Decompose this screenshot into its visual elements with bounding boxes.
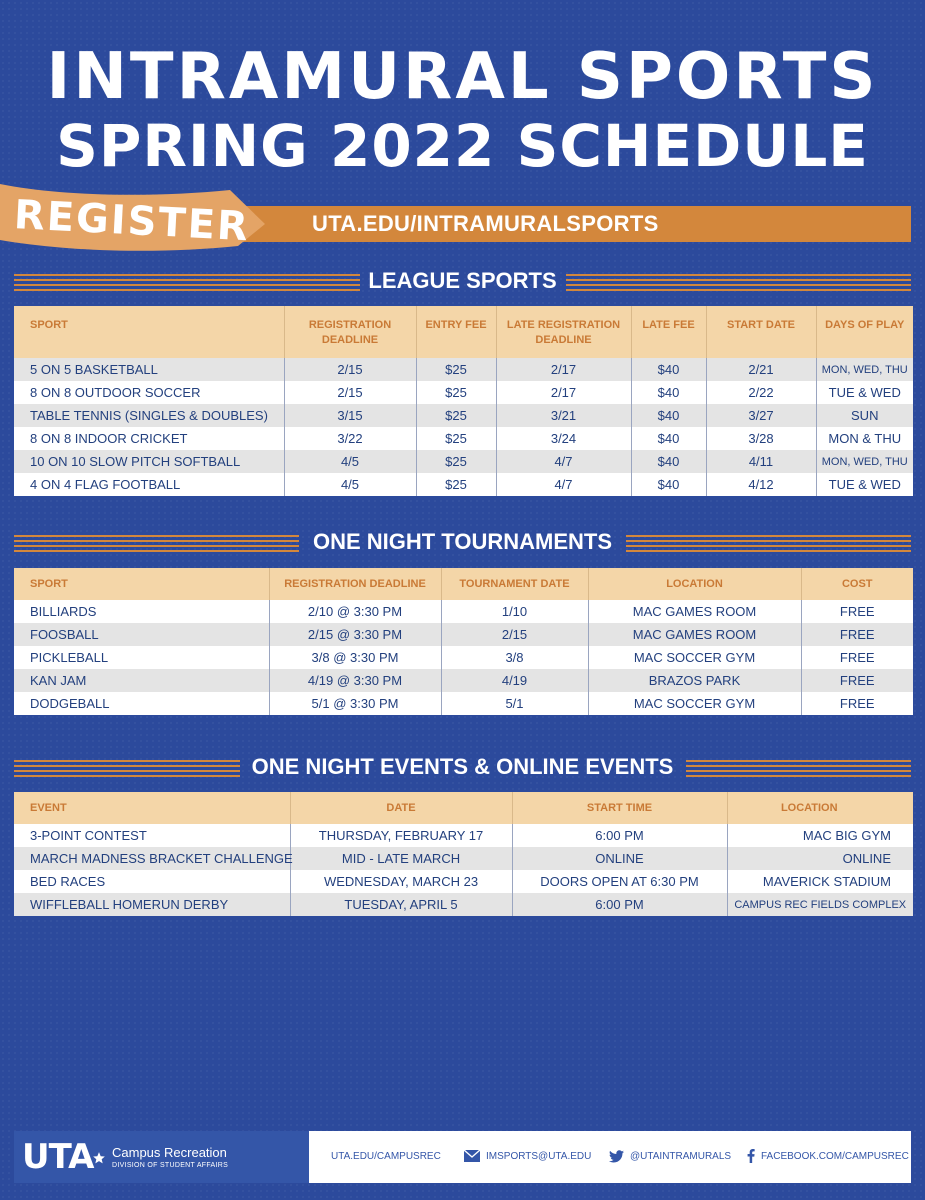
col-header: START TIME — [512, 792, 727, 824]
table-row — [14, 450, 913, 473]
table-cell: $25 — [416, 427, 496, 450]
table-cell: 5/1 @ 3:30 PM — [269, 692, 441, 715]
table-cell: $40 — [631, 381, 706, 404]
league-sports-table — [14, 306, 913, 496]
table-cell: ONLINE — [512, 847, 727, 870]
table-cell: 2/17 — [496, 381, 631, 404]
col-header: ENTRY FEE — [416, 306, 496, 358]
table-cell: 3/21 — [496, 404, 631, 427]
table-cell: MAC SOCCER GYM — [588, 692, 801, 715]
table-row — [14, 669, 913, 692]
table-cell: 3/8 — [441, 646, 588, 669]
col-header: LOCATION — [588, 568, 801, 600]
table-cell: 8 ON 8 INDOOR CRICKET — [14, 427, 284, 450]
table-cell: $40 — [631, 427, 706, 450]
website-text: UTA.EDU/CAMPUSREC — [331, 1151, 441, 1162]
table-cell: 10 ON 10 SLOW PITCH SOFTBALL — [14, 450, 284, 473]
table-cell: FREE — [801, 623, 913, 646]
table-cell: 2/22 — [706, 381, 816, 404]
division-name: DIVISION OF STUDENT AFFAIRS — [112, 1162, 229, 1169]
table-cell: FREE — [801, 669, 913, 692]
table-cell: MAC BIG GYM — [727, 824, 913, 847]
table-cell: 4/5 — [284, 473, 416, 496]
table-row — [14, 404, 913, 427]
table-cell: KAN JAM — [14, 669, 269, 692]
tournaments-title: ONE NIGHT TOURNAMENTS — [312, 529, 613, 554]
table-cell: ONLINE — [727, 847, 913, 870]
table-cell: 3/8 @ 3:30 PM — [269, 646, 441, 669]
col-header: LATE REGISTRATION DEADLINE — [496, 306, 631, 358]
table-cell: BRAZOS PARK — [588, 669, 801, 692]
table-cell: 2/10 @ 3:30 PM — [269, 600, 441, 623]
table-cell: WEDNESDAY, MARCH 23 — [290, 870, 512, 893]
table-cell: 4/5 — [284, 450, 416, 473]
table-cell: 4/19 — [441, 669, 588, 692]
table-cell: $40 — [631, 404, 706, 427]
league-sports-title: LEAGUE SPORTS — [368, 268, 557, 293]
col-header: REGISTRATION DEADLINE — [269, 568, 441, 600]
table-cell: 2/15 — [284, 358, 416, 381]
col-header: TOURNAMENT DATE — [441, 568, 588, 600]
table-row — [14, 623, 913, 646]
tournaments-heading — [14, 529, 911, 554]
table-cell: MID - LATE MARCH — [290, 847, 512, 870]
col-header: DAYS OF PLAY — [816, 306, 913, 358]
col-header: SPORT — [14, 306, 284, 358]
col-header: DATE — [290, 792, 512, 824]
table-cell: BILLIARDS — [14, 600, 269, 623]
table-row — [14, 427, 913, 450]
table-cell: THURSDAY, FEBRUARY 17 — [290, 824, 512, 847]
table-cell: 3-POINT CONTEST — [14, 824, 290, 847]
tournaments-table — [14, 568, 913, 715]
table-cell: FOOSBALL — [14, 623, 269, 646]
table-cell: 2/21 — [706, 358, 816, 381]
events-title: ONE NIGHT EVENTS & ONLINE EVENTS — [251, 754, 674, 779]
table-row — [14, 473, 913, 496]
table-cell: MON, WED, THU — [816, 450, 913, 473]
table-cell: 8 ON 8 OUTDOOR SOCCER — [14, 381, 284, 404]
table-cell: CAMPUS REC FIELDS COMPLEX — [727, 893, 913, 916]
page-title-line-1: INTRAMURAL SPORTS — [46, 40, 879, 114]
table-cell: 3/15 — [284, 404, 416, 427]
table-row — [14, 847, 913, 870]
table-cell: 4/19 @ 3:30 PM — [269, 669, 441, 692]
col-header: REGISTRATION DEADLINE — [284, 306, 416, 358]
table-cell: 3/22 — [284, 427, 416, 450]
facebook-text: FACEBOOK.COM/CAMPUSREC — [761, 1151, 909, 1162]
table-cell: MON, WED, THU — [816, 358, 913, 381]
col-header: EVENT — [14, 792, 290, 824]
star-icon — [92, 1151, 106, 1165]
table-cell: MAC SOCCER GYM — [588, 646, 801, 669]
table-cell: 6:00 PM — [512, 893, 727, 916]
table-cell: TABLE TENNIS (SINGLES & DOUBLES) — [14, 404, 284, 427]
table-row — [14, 692, 913, 715]
table-cell: 4 ON 4 FLAG FOOTBALL — [14, 473, 284, 496]
facebook-icon — [747, 1149, 755, 1163]
table-cell: DOORS OPEN AT 6:30 PM — [512, 870, 727, 893]
table-cell: FREE — [801, 692, 913, 715]
table-row — [14, 824, 913, 847]
table-cell: $40 — [631, 473, 706, 496]
table-cell: 5 ON 5 BASKETBALL — [14, 358, 284, 381]
col-header: LOCATION — [727, 792, 913, 824]
table-cell: FREE — [801, 600, 913, 623]
table-cell: 6:00 PM — [512, 824, 727, 847]
table-row — [14, 870, 913, 893]
events-table — [14, 792, 913, 916]
table-cell: 1/10 — [441, 600, 588, 623]
table-cell: $25 — [416, 404, 496, 427]
table-cell: $40 — [631, 450, 706, 473]
table-cell: TUESDAY, APRIL 5 — [290, 893, 512, 916]
register-label: REGISTER — [12, 192, 251, 251]
table-cell: 4/12 — [706, 473, 816, 496]
table-cell: SUN — [816, 404, 913, 427]
table-cell: 2/15 @ 3:30 PM — [269, 623, 441, 646]
table-row — [14, 381, 913, 404]
page-title-line-2: SPRING 2022 SCHEDULE — [56, 112, 869, 180]
register-url-link[interactable]: UTA.EDU/INTRAMURALSPORTS — [312, 211, 659, 236]
table-row — [14, 358, 913, 381]
table-row — [14, 600, 913, 623]
table-cell: 3/27 — [706, 404, 816, 427]
table-cell: BED RACES — [14, 870, 290, 893]
twitter-link[interactable] — [609, 1131, 731, 1183]
uta-logo: UTA — [22, 1137, 94, 1177]
table-cell: $25 — [416, 358, 496, 381]
col-header: LATE FEE — [631, 306, 706, 358]
table-cell: PICKLEBALL — [14, 646, 269, 669]
table-cell: TUE & WED — [816, 473, 913, 496]
table-cell: 3/24 — [496, 427, 631, 450]
table-cell: $25 — [416, 381, 496, 404]
col-header: START DATE — [706, 306, 816, 358]
envelope-icon — [464, 1150, 480, 1162]
table-cell: MAVERICK STADIUM — [727, 870, 913, 893]
twitter-text: @UTAINTRAMURALS — [630, 1151, 732, 1162]
footer-contacts — [309, 1131, 911, 1183]
table-row — [14, 893, 913, 916]
table-cell: MARCH MADNESS BRACKET CHALLENGE — [14, 847, 290, 870]
footer-brand — [14, 1131, 309, 1183]
table-cell: 5/1 — [441, 692, 588, 715]
email-text: IMSPORTS@UTA.EDU — [486, 1151, 592, 1162]
email-link[interactable] — [464, 1131, 591, 1183]
table-cell: 3/28 — [706, 427, 816, 450]
table-cell: WIFFLEBALL HOMERUN DERBY — [14, 893, 290, 916]
table-cell: $25 — [416, 473, 496, 496]
table-cell: DODGEBALL — [14, 692, 269, 715]
org-name: Campus Recreation — [112, 1145, 227, 1160]
table-cell: MAC GAMES ROOM — [588, 623, 801, 646]
table-cell: FREE — [801, 646, 913, 669]
table-row — [14, 646, 913, 669]
twitter-icon — [609, 1150, 624, 1163]
table-cell: 2/17 — [496, 358, 631, 381]
table-cell: MAC GAMES ROOM — [588, 600, 801, 623]
table-cell: $25 — [416, 450, 496, 473]
table-cell: 4/7 — [496, 473, 631, 496]
col-header: COST — [801, 568, 913, 600]
table-cell: 4/7 — [496, 450, 631, 473]
facebook-link[interactable] — [747, 1131, 909, 1183]
col-header: SPORT — [14, 568, 269, 600]
events-heading — [14, 754, 911, 779]
table-cell: $40 — [631, 358, 706, 381]
table-cell: 4/11 — [706, 450, 816, 473]
table-cell: 2/15 — [284, 381, 416, 404]
league-sports-heading — [14, 268, 911, 293]
website-link[interactable] — [331, 1131, 441, 1183]
table-cell: 2/15 — [441, 623, 588, 646]
table-cell: TUE & WED — [816, 381, 913, 404]
table-cell: MON & THU — [816, 427, 913, 450]
